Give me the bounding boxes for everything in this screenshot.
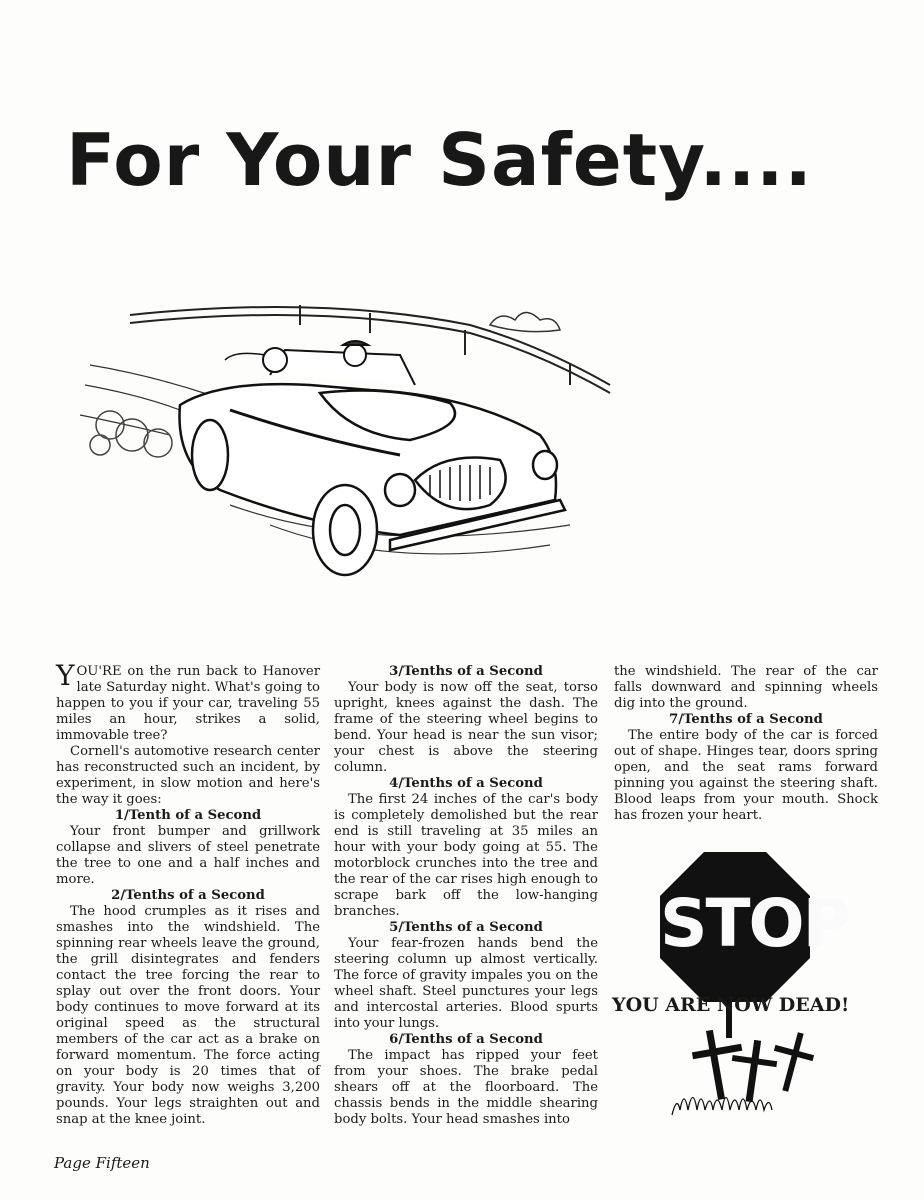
section-text-1: Your front bumper and grillwork collapse and slivers of steel penetrate the tree to one and a half inches and more. bbox=[56, 824, 320, 887]
dead-caption: YOU ARE NOW DEAD! bbox=[612, 994, 850, 1016]
intro-text: OU'RE on the run back to Hanover late Saturday night. What's going to happen to you if your car, traveling 55 miles an hour, strikes a solid, immovable tree? bbox=[56, 664, 320, 743]
drop-cap: Y bbox=[56, 659, 75, 692]
section-heading-4: 4/Tenths of a Second bbox=[389, 776, 543, 791]
section-heading-3: 3/Tenths of a Second bbox=[389, 664, 543, 679]
stop-graphic bbox=[612, 848, 892, 1128]
section-heading-1: 1/Tenth of a Second bbox=[114, 808, 262, 823]
section-text-3: Your body is now off the seat, torso upright, knees against the dash. The frame of the steering wheel begins to bend. Your head is near the sun visor; your chest is above the steering column. bbox=[334, 680, 598, 775]
page-number: Page Fifteen bbox=[54, 1154, 150, 1172]
article-column-1 bbox=[56, 659, 320, 1128]
context-paragraph: Cornell's automotive research center has reconstructed such an incident, by experiment, in slow motion and here's the way it goes: bbox=[56, 744, 320, 807]
section-text-4: The first 24 inches of the car's body is completely demolished but the rear end is still traveling at 35 miles an hour with your body going at 55. The motorblock crunches into the tree and the rear of the car rises high enough to scrape bark off the low-hanging branches. bbox=[334, 792, 598, 919]
section-text-2: The hood crumples as it rises and smashes into the windshield. The spinning rear wheels leave the ground, the grill disintegrates and fenders contact the tree forcing the rear to splay out over the front doors. Your body continues to move forward at its original speed as the structural members of the car act as a brake on forward momentum. The force acting on your body is 20 times that of gravity. Your body now weighs 3,200 pounds. Your legs straighten out and snap at the knee joint. bbox=[56, 904, 320, 1127]
section-heading-2: 2/Tenths of a Second bbox=[111, 888, 265, 903]
section-text-7: The entire body of the car is forced out of shape. Hinges tear, doors spring open, and the seat rams forward pinning you against the steering shaft. Blood leaps from your mouth. Shock has frozen your heart. bbox=[614, 728, 878, 823]
car-illustration bbox=[70, 285, 630, 595]
article-column-3 bbox=[614, 664, 878, 824]
article-column-2 bbox=[334, 664, 598, 1128]
section-text-6: The impact has ripped your feet from your shoes. The brake pedal shears off at the floorboard. The chassis bends in the middle shearing body bolts. Your head smashes into bbox=[334, 1048, 598, 1127]
page-title: For Your Safety.... bbox=[66, 118, 813, 202]
section-heading-6: 6/Tenths of a Second bbox=[389, 1032, 543, 1047]
intro-paragraph bbox=[56, 659, 320, 744]
section-text-5: Your fear-frozen hands bend the steering column up almost vertically. The force of gravity impales you on the wheel shaft. Steel punctures your legs and intercostal arteries. Blood spurts into your lungs. bbox=[334, 936, 598, 1031]
section-text-6-continued: the windshield. The rear of the car falls downward and spinning wheels dig into the ground. bbox=[614, 664, 878, 711]
section-heading-5: 5/Tenths of a Second bbox=[389, 920, 543, 935]
graves-icon bbox=[662, 1020, 832, 1120]
section-heading-7: 7/Tenths of a Second bbox=[669, 712, 823, 727]
stop-sign-text: STOP bbox=[660, 885, 850, 962]
